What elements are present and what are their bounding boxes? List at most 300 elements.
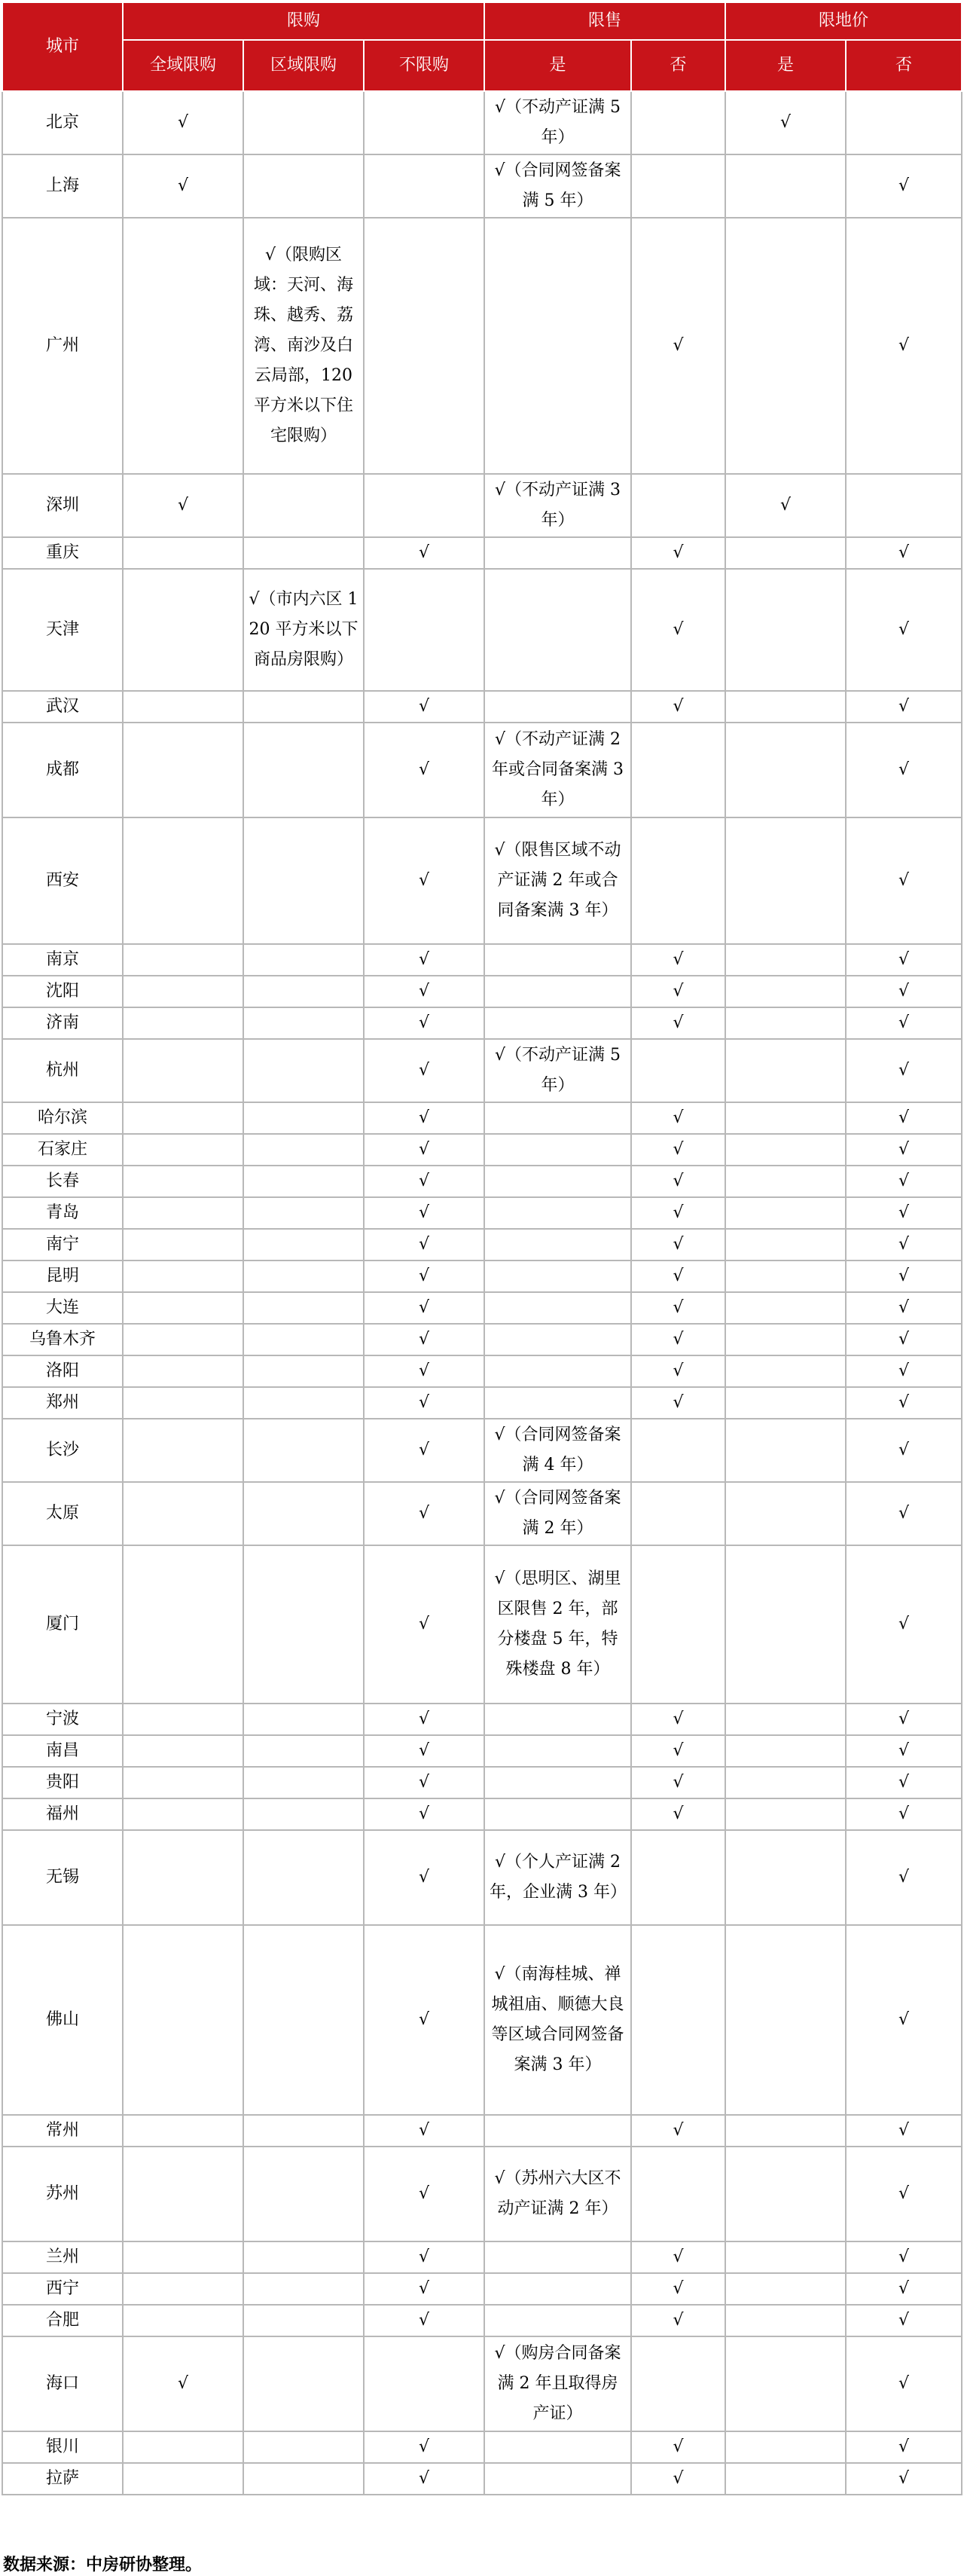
city-cell: 郑州 [2, 1387, 123, 1419]
cell-sale-no [631, 474, 725, 537]
cell-full [123, 1292, 243, 1324]
cell-sale-no: √ [631, 2241, 725, 2273]
header-row-sub [2, 40, 962, 91]
cell-full [123, 976, 243, 1007]
cell-sale-yes [484, 1735, 631, 1767]
city-cell: 常州 [2, 2115, 123, 2147]
city-cell: 南京 [2, 944, 123, 976]
cell-land-yes [725, 2241, 846, 2273]
cell-none: √ [364, 2305, 484, 2336]
cell-zone [243, 1355, 364, 1387]
cell-zone [243, 1767, 364, 1798]
cell-sale-yes [484, 2273, 631, 2305]
cell-none [364, 569, 484, 691]
cell-sale-no: √ [631, 569, 725, 691]
cell-zone [243, 1545, 364, 1704]
cell-land-yes [725, 1197, 846, 1229]
cell-zone [243, 2336, 364, 2431]
cell-none [364, 2336, 484, 2431]
cell-none: √ [364, 1387, 484, 1419]
table-row [2, 2463, 962, 2495]
cell-land-no: √ [846, 1166, 962, 1197]
table-row [2, 1704, 962, 1735]
cell-zone [243, 154, 364, 218]
table-row [2, 944, 962, 976]
cell-sale-no: √ [631, 537, 725, 569]
table-row [2, 474, 962, 537]
cell-land-no: √ [846, 1355, 962, 1387]
cell-sale-yes [484, 2463, 631, 2495]
city-cell: 昆明 [2, 1260, 123, 1292]
cell-land-yes [725, 1767, 846, 1798]
cell-none: √ [364, 1830, 484, 1925]
cell-land-yes [725, 1830, 846, 1925]
cell-zone [243, 1925, 364, 2115]
cell-none: √ [364, 2463, 484, 2495]
cell-land-no: √ [846, 1419, 962, 1482]
cell-sale-no: √ [631, 2305, 725, 2336]
cell-none: √ [364, 2147, 484, 2241]
cell-land-no: √ [846, 1324, 962, 1355]
cell-full [123, 1387, 243, 1419]
cell-land-yes [725, 976, 846, 1007]
cell-full [123, 569, 243, 691]
cell-land-yes [725, 944, 846, 976]
cell-sale-yes [484, 569, 631, 691]
cell-land-yes [725, 154, 846, 218]
city-cell: 广州 [2, 218, 123, 474]
cell-sale-no: √ [631, 976, 725, 1007]
cell-sale-yes [484, 2431, 631, 2463]
table-row [2, 1767, 962, 1798]
cell-sale-no: √ [631, 1387, 725, 1419]
cell-land-no: √ [846, 2336, 962, 2431]
cell-zone [243, 691, 364, 723]
cell-sale-yes [484, 218, 631, 474]
cell-none: √ [364, 1767, 484, 1798]
cell-land-no: √ [846, 537, 962, 569]
cell-none: √ [364, 723, 484, 817]
cell-land-yes [725, 2463, 846, 2495]
cell-sale-yes: √（合同网签备案满 5 年） [484, 154, 631, 218]
cell-none: √ [364, 1419, 484, 1482]
cell-none: √ [364, 1039, 484, 1102]
city-cell: 长春 [2, 1166, 123, 1197]
table-row [2, 2336, 962, 2431]
cell-sale-no: √ [631, 691, 725, 723]
cell-none: √ [364, 976, 484, 1007]
city-cell: 北京 [2, 91, 123, 154]
cell-land-yes [725, 1166, 846, 1197]
table-row [2, 537, 962, 569]
cell-land-no: √ [846, 1197, 962, 1229]
cell-none: √ [364, 1197, 484, 1229]
city-cell: 重庆 [2, 537, 123, 569]
cell-zone [243, 1166, 364, 1197]
cell-zone [243, 537, 364, 569]
cell-land-no: √ [846, 1039, 962, 1102]
cell-land-yes [725, 1387, 846, 1419]
cell-none: √ [364, 1735, 484, 1767]
cell-full: √ [123, 91, 243, 154]
housing-policy-table [2, 2, 962, 2495]
cell-land-no: √ [846, 1260, 962, 1292]
header-full-restriction: 全域限购 [123, 40, 243, 91]
cell-full [123, 218, 243, 474]
cell-none: √ [364, 944, 484, 976]
cell-sale-yes: √（个人产证满 2 年，企业满 3 年） [484, 1830, 631, 1925]
cell-full [123, 1229, 243, 1260]
cell-land-no: √ [846, 1007, 962, 1039]
table-row [2, 691, 962, 723]
cell-none: √ [364, 1324, 484, 1355]
table-row [2, 2147, 962, 2241]
cell-land-no: √ [846, 1925, 962, 2115]
cell-sale-yes [484, 1166, 631, 1197]
cell-sale-no: √ [631, 1355, 725, 1387]
cell-land-no: √ [846, 1292, 962, 1324]
cell-none: √ [364, 1166, 484, 1197]
city-cell: 苏州 [2, 2147, 123, 2241]
cell-sale-yes [484, 1197, 631, 1229]
cell-zone [243, 1704, 364, 1735]
cell-sale-no: √ [631, 1007, 725, 1039]
header-zone-restriction: 区域限购 [243, 40, 364, 91]
cell-full [123, 1798, 243, 1830]
city-cell: 长沙 [2, 1419, 123, 1482]
table-body [2, 91, 962, 2495]
cell-sale-yes [484, 1007, 631, 1039]
cell-zone [243, 91, 364, 154]
city-cell: 贵阳 [2, 1767, 123, 1798]
cell-sale-yes [484, 1324, 631, 1355]
cell-sale-yes [484, 2115, 631, 2147]
city-cell: 海口 [2, 2336, 123, 2431]
cell-sale-no: √ [631, 1798, 725, 1830]
cell-sale-yes [484, 537, 631, 569]
header-sale-no: 否 [631, 40, 725, 91]
cell-land-no: √ [846, 1229, 962, 1260]
cell-none: √ [364, 1134, 484, 1166]
header-sale-restriction: 限售 [484, 2, 725, 40]
cell-land-yes [725, 1007, 846, 1039]
cell-land-yes [725, 1134, 846, 1166]
city-cell: 沈阳 [2, 976, 123, 1007]
city-cell: 天津 [2, 569, 123, 691]
cell-sale-no [631, 723, 725, 817]
cell-land-yes [725, 1925, 846, 2115]
cell-full [123, 2147, 243, 2241]
cell-full [123, 1735, 243, 1767]
cell-none [364, 154, 484, 218]
city-cell: 哈尔滨 [2, 1102, 123, 1134]
cell-zone [243, 1419, 364, 1482]
city-cell: 拉萨 [2, 2463, 123, 2495]
header-land-no: 否 [846, 40, 962, 91]
cell-none: √ [364, 1102, 484, 1134]
header-no-restriction: 不限购 [364, 40, 484, 91]
table-row [2, 2305, 962, 2336]
cell-sale-no: √ [631, 2431, 725, 2463]
header-land-yes: 是 [725, 40, 846, 91]
cell-land-no: √ [846, 2147, 962, 2241]
cell-land-yes [725, 1545, 846, 1704]
city-cell: 厦门 [2, 1545, 123, 1704]
cell-land-no: √ [846, 1387, 962, 1419]
cell-zone [243, 1292, 364, 1324]
cell-zone [243, 2241, 364, 2273]
cell-sale-no: √ [631, 2463, 725, 2495]
cell-land-yes [725, 1260, 846, 1292]
cell-land-yes [725, 2273, 846, 2305]
cell-land-no: √ [846, 2463, 962, 2495]
table-row [2, 2241, 962, 2273]
table-row [2, 817, 962, 944]
city-cell: 成都 [2, 723, 123, 817]
cell-full [123, 1925, 243, 2115]
cell-sale-no [631, 1545, 725, 1704]
cell-sale-no [631, 1419, 725, 1482]
cell-zone [243, 1039, 364, 1102]
cell-sale-yes: √（购房合同备案满 2 年且取得房产证） [484, 2336, 631, 2431]
table-row [2, 91, 962, 154]
cell-sale-yes: √（合同网签备案满 4 年） [484, 1419, 631, 1482]
city-cell: 南宁 [2, 1229, 123, 1260]
cell-none: √ [364, 2273, 484, 2305]
cell-sale-no: √ [631, 1260, 725, 1292]
cell-full [123, 1830, 243, 1925]
cell-land-no: √ [846, 976, 962, 1007]
cell-zone [243, 1260, 364, 1292]
cell-land-no: √ [846, 1735, 962, 1767]
cell-land-no: √ [846, 1545, 962, 1704]
city-cell: 西安 [2, 817, 123, 944]
cell-zone [243, 1007, 364, 1039]
cell-sale-yes [484, 1229, 631, 1260]
cell-sale-yes [484, 1798, 631, 1830]
cell-land-yes [725, 2336, 846, 2431]
cell-none: √ [364, 817, 484, 944]
cell-zone [243, 1134, 364, 1166]
cell-land-yes [725, 1735, 846, 1767]
cell-land-no: √ [846, 944, 962, 976]
city-cell: 兰州 [2, 2241, 123, 2273]
cell-none: √ [364, 1482, 484, 1545]
cell-zone [243, 976, 364, 1007]
cell-sale-yes [484, 691, 631, 723]
cell-sale-yes: √（思明区、湖里区限售 2 年，部分楼盘 5 年，特殊楼盘 8 年） [484, 1545, 631, 1704]
table-row [2, 1419, 962, 1482]
cell-full [123, 1007, 243, 1039]
cell-zone [243, 2463, 364, 2495]
cell-sale-yes: √（不动产证满 5 年） [484, 1039, 631, 1102]
table-row [2, 2115, 962, 2147]
cell-full: √ [123, 474, 243, 537]
cell-zone [243, 2431, 364, 2463]
cell-zone [243, 1830, 364, 1925]
cell-full [123, 2241, 243, 2273]
cell-none: √ [364, 537, 484, 569]
table-row [2, 723, 962, 817]
city-cell: 宁波 [2, 1704, 123, 1735]
table-row [2, 1545, 962, 1704]
cell-zone [243, 1735, 364, 1767]
cell-zone: √（市内六区 120 平方米以下商品房限购） [243, 569, 364, 691]
table-row [2, 1229, 962, 1260]
cell-sale-yes: √（不动产证满 2 年或合同备案满 3 年） [484, 723, 631, 817]
city-cell: 上海 [2, 154, 123, 218]
cell-sale-no: √ [631, 1704, 725, 1735]
city-cell: 乌鲁木齐 [2, 1324, 123, 1355]
table-row [2, 1482, 962, 1545]
cell-none: √ [364, 1545, 484, 1704]
cell-sale-no: √ [631, 1767, 725, 1798]
cell-none: √ [364, 1704, 484, 1735]
cell-sale-no [631, 1925, 725, 2115]
cell-land-no: √ [846, 2241, 962, 2273]
cell-land-no: √ [846, 1798, 962, 1830]
cell-land-yes [725, 1798, 846, 1830]
cell-land-no: √ [846, 2115, 962, 2147]
cell-zone [243, 2305, 364, 2336]
cell-land-no: √ [846, 1134, 962, 1166]
cell-none: √ [364, 1355, 484, 1387]
cell-land-yes [725, 2115, 846, 2147]
cell-sale-yes: √（限售区域不动产证满 2 年或合同备案满 3 年） [484, 817, 631, 944]
cell-none: √ [364, 1260, 484, 1292]
cell-land-yes [725, 1324, 846, 1355]
cell-none [364, 91, 484, 154]
city-cell: 无锡 [2, 1830, 123, 1925]
cell-sale-no [631, 1039, 725, 1102]
header-city: 城市 [2, 2, 123, 91]
cell-land-yes [725, 1704, 846, 1735]
cell-full [123, 2305, 243, 2336]
cell-sale-no: √ [631, 944, 725, 976]
cell-land-yes [725, 1419, 846, 1482]
cell-sale-yes [484, 2241, 631, 2273]
table-row [2, 569, 962, 691]
cell-land-yes [725, 1039, 846, 1102]
cell-land-no: √ [846, 817, 962, 944]
cell-sale-yes [484, 1134, 631, 1166]
cell-land-yes: √ [725, 474, 846, 537]
cell-full [123, 1102, 243, 1134]
cell-full [123, 817, 243, 944]
cell-zone [243, 1102, 364, 1134]
cell-zone [243, 1482, 364, 1545]
cell-none: √ [364, 1292, 484, 1324]
cell-sale-no: √ [631, 1166, 725, 1197]
city-cell: 深圳 [2, 474, 123, 537]
cell-sale-yes: √（不动产证满 5 年） [484, 91, 631, 154]
table-row [2, 218, 962, 474]
city-cell: 洛阳 [2, 1355, 123, 1387]
cell-sale-yes: √（不动产证满 3 年） [484, 474, 631, 537]
cell-full [123, 1355, 243, 1387]
city-cell: 太原 [2, 1482, 123, 1545]
cell-full [123, 944, 243, 976]
cell-zone: √（限购区域：天河、海珠、越秀、荔湾、南沙及白云局部，120 平方米以下住宅限购） [243, 218, 364, 474]
cell-full [123, 1545, 243, 1704]
cell-zone [243, 2273, 364, 2305]
cell-none: √ [364, 2115, 484, 2147]
table-row [2, 1102, 962, 1134]
cell-full [123, 1482, 243, 1545]
table-row [2, 1355, 962, 1387]
cell-sale-yes: √（合同网签备案满 2 年） [484, 1482, 631, 1545]
table-row [2, 154, 962, 218]
cell-full: √ [123, 154, 243, 218]
city-cell: 青岛 [2, 1197, 123, 1229]
table-row [2, 1735, 962, 1767]
cell-sale-yes [484, 944, 631, 976]
cell-full [123, 2115, 243, 2147]
cell-land-no: √ [846, 2273, 962, 2305]
cell-land-yes [725, 817, 846, 944]
table-row [2, 1197, 962, 1229]
cell-zone [243, 1324, 364, 1355]
city-cell: 济南 [2, 1007, 123, 1039]
cell-sale-no: √ [631, 1197, 725, 1229]
cell-full [123, 1767, 243, 1798]
cell-sale-no: √ [631, 1324, 725, 1355]
cell-sale-no [631, 154, 725, 218]
cell-sale-yes: √（南海桂城、禅城祖庙、顺德大良等区域合同网签备案满 3 年） [484, 1925, 631, 2115]
cell-land-no: √ [846, 1102, 962, 1134]
cell-full: √ [123, 2336, 243, 2431]
city-cell: 合肥 [2, 2305, 123, 2336]
cell-sale-no [631, 1482, 725, 1545]
cell-sale-no: √ [631, 1735, 725, 1767]
cell-sale-yes [484, 976, 631, 1007]
cell-land-no: √ [846, 1482, 962, 1545]
cell-land-no: √ [846, 154, 962, 218]
cell-sale-yes [484, 1704, 631, 1735]
table-row [2, 1292, 962, 1324]
cell-none: √ [364, 691, 484, 723]
cell-zone [243, 1387, 364, 1419]
table-row [2, 1039, 962, 1102]
cell-sale-yes [484, 1292, 631, 1324]
cell-land-yes [725, 569, 846, 691]
cell-sale-yes [484, 1260, 631, 1292]
cell-full [123, 1134, 243, 1166]
table-header [2, 2, 962, 91]
cell-full [123, 2463, 243, 2495]
city-cell: 南昌 [2, 1735, 123, 1767]
cell-full [123, 1039, 243, 1102]
table-row [2, 1166, 962, 1197]
cell-land-yes [725, 1292, 846, 1324]
cell-none: √ [364, 1229, 484, 1260]
city-cell: 福州 [2, 1798, 123, 1830]
cell-land-no: √ [846, 2431, 962, 2463]
cell-land-yes [725, 1102, 846, 1134]
cell-sale-no: √ [631, 1134, 725, 1166]
cell-sale-yes [484, 1387, 631, 1419]
table-row [2, 2431, 962, 2463]
cell-land-no [846, 474, 962, 537]
cell-sale-no [631, 91, 725, 154]
cell-sale-no: √ [631, 1292, 725, 1324]
cell-full [123, 2431, 243, 2463]
cell-zone [243, 944, 364, 976]
cell-sale-no [631, 2147, 725, 2241]
city-cell: 银川 [2, 2431, 123, 2463]
cell-land-no: √ [846, 691, 962, 723]
cell-land-no: √ [846, 1830, 962, 1925]
